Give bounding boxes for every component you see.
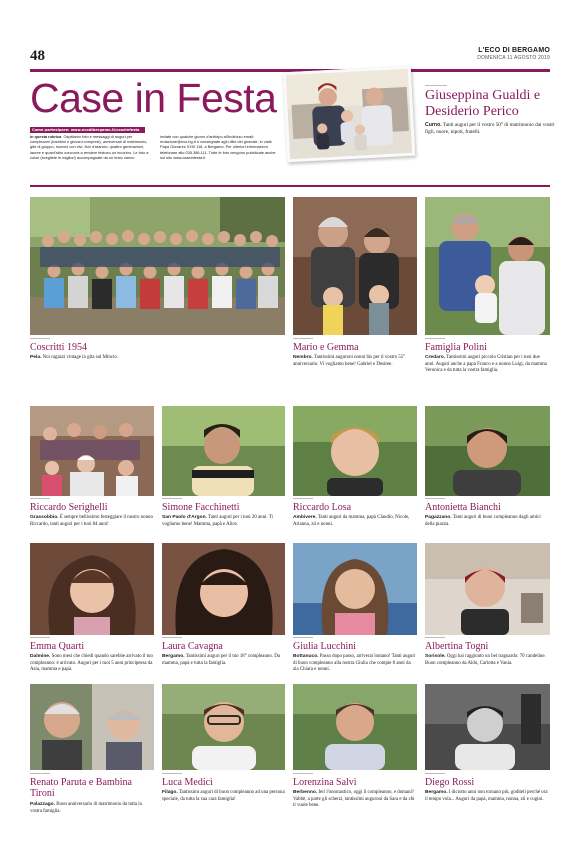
newspaper-name: L'ECO DI BERGAMO: [478, 47, 550, 54]
card-name-paruta-tironi: Renato Paruta e Bambina Tironi: [30, 777, 132, 799]
card-name-quarti: Emma Quarti: [30, 641, 85, 652]
card-text: Tantissimi auguri per il tuo 18° compleanno. Da mamma, papà e tutta la famiglia.: [162, 654, 280, 666]
photo-losa: [293, 406, 417, 496]
card-divider: [293, 773, 313, 774]
featured-photo: [283, 66, 416, 163]
card-divider: [425, 338, 445, 339]
card-town: Ambivere.: [293, 515, 317, 520]
card-town: Grassobbio.: [30, 515, 59, 520]
card-divider: [162, 637, 182, 638]
photo-famiglia-polini: [425, 197, 550, 335]
card-town: Bergamo.: [425, 790, 448, 795]
card-name-cavagna: Laura Cavagna: [162, 641, 223, 652]
issue-date: DOMENICA 11 AGOSTO 2019: [477, 55, 550, 61]
card-divider: [30, 773, 50, 774]
masthead: [477, 47, 550, 61]
card-text: Tantissimi auguri piccolo Cristian per i tuoi due anni. Auguri anche a papà Franco e a nonno Luigi, da mamma Veronica e da tutta la vostra famiglia.: [425, 355, 547, 374]
card-name-lucchini: Giulia Lucchini: [293, 641, 357, 652]
card-town: Sorisole.: [425, 654, 446, 659]
photo-serighelli: [30, 406, 154, 496]
card-text: Tantissimi auguri di buon compleanno ad una persona speciale, da tutta la sua cara famiglia!: [162, 790, 285, 802]
card-message-losa: [293, 515, 417, 528]
card-message-paruta-tironi: [30, 802, 154, 815]
photo-coscritti: [30, 197, 285, 335]
photo-togni: [425, 543, 550, 635]
card-message-togni: [425, 654, 550, 667]
card-text: Ieri l'onomastico, oggi il compleanno, e domani? Vabbè, a parte gli scherzi, tantissimi auguroni da Sara e da chi ti vuole bene.: [293, 790, 415, 809]
card-name-medici: Luca Medici: [162, 777, 213, 788]
card-name-salvi: Lorenzina Salvi: [293, 777, 357, 788]
intro-col-2: inviate con qualche giorno d'anticipo all'indirizzo email: redazione@eco.bg.it o consegnate agli uffici del giornale, in viale Papa Giovanni XXIII 118, a Bergamo. Per ulteriori informazioni telefonare allo 035.386.111. Tutte le foto vengono pubblicate anche sul sito www.caseinfesta.it: [160, 134, 276, 160]
card-town: Nembro.: [293, 355, 313, 360]
card-text: Oggi hai raggiunto un bel traguardo: 70 candeline. Buon compleanno da Aldo, Carlotta e Vania.: [425, 654, 546, 666]
card-divider: [30, 637, 50, 638]
photo-salvi: [293, 684, 417, 770]
photo-mario-gemma: [293, 197, 417, 335]
card-text: Noi ragazzi vintage in gita sul Mincio.: [41, 355, 119, 360]
photo-paruta-tironi: [30, 684, 154, 770]
photo-lucchini: [293, 543, 417, 635]
card-text: Tanti auguri per i tuoi 20 anni. Ti vogliamo bene! Mamma, papà e Alice.: [162, 515, 273, 527]
card-message-lucchini: [293, 654, 417, 674]
card-message-cavagna: [162, 654, 285, 667]
card-name-rossi: Diego Rossi: [425, 777, 475, 788]
participate-bar: Come partecipare: www.ecodibergamo.it/caseinfesta: [30, 127, 145, 133]
card-message-coscritti: [30, 355, 285, 362]
card-name-serighelli: Riccardo Serighelli: [30, 502, 108, 513]
card-message-facchinetti: [162, 515, 285, 528]
card-message-serighelli: [30, 515, 154, 528]
card-divider: [162, 773, 182, 774]
card-name-mario-gemma: Mario e Gemma: [293, 342, 359, 353]
page-number: 48: [30, 48, 45, 64]
card-message-medici: [162, 790, 285, 803]
intro-col-1: [30, 134, 152, 160]
photo-cavagna: [162, 543, 285, 635]
card-divider: [293, 498, 313, 499]
card-town: Palazzago.: [30, 802, 56, 807]
card-divider: [293, 637, 313, 638]
featured-text: Tanti auguri per il vostro 50° di matrimonio dai vostri figli, nuore, nipoti, fratelli.: [425, 122, 555, 135]
card-name-togni: Albertina Togni: [425, 641, 489, 652]
card-town: Pagazzano.: [425, 515, 452, 520]
card-town: Pela.: [30, 355, 42, 360]
photo-facchinetti: [162, 406, 285, 496]
card-divider: [425, 773, 445, 774]
card-name-coscritti: Coscritti 1954: [30, 342, 87, 353]
card-text: Sono mesi che chiedi quando sarebbe arrivato il tuo compleanno: è arrivato. Auguri per i tuoi 5 anni principessa da Asia, mamma e papà.: [30, 654, 153, 673]
intro-text-1: . Ospitiamo foto e messaggi di auguri per compleanni (bambini e giovani compresi), anniversari di matrimonio, gite di gruppo, riunioni con vivi, fiori d'arancio, quattro generazioni, lauree e quant'altro concorra a rendere festoso un incontro. Le foto a colori (scegliete le migliori) accompagnate da un testo vanno: [30, 134, 149, 160]
card-text: Tanti auguri da mamma, papà Claudio, Nicole, Arianna, zii e nonni.: [293, 515, 410, 527]
section-rule: [30, 185, 550, 187]
card-town: Berbenno.: [293, 790, 318, 795]
card-town: Dalmine.: [30, 654, 51, 659]
featured-town: Curno.: [425, 122, 442, 128]
card-town: Bottanuco.: [293, 654, 319, 659]
card-message-rossi: [425, 790, 550, 803]
card-text: È sempre bellissimo festeggiare il nostro nonno Riccardo, tanti auguri per i tuoi 84 anni!: [30, 515, 153, 527]
card-text: Tanti auguri di buon compleanno dagli amici della piazza.: [425, 515, 541, 527]
card-divider: [30, 338, 50, 339]
card-name-polini: Famiglia Polini: [425, 342, 487, 353]
featured-divider: [425, 85, 447, 86]
featured-name: Giuseppina Gualdi e Desiderio Perico: [425, 88, 541, 119]
card-divider: [293, 338, 313, 339]
card-name-losa: Riccardo Losa: [293, 502, 352, 513]
card-town: San Paolo d'Argon.: [162, 515, 207, 520]
card-text: Buon anniversario di matrimonio da tutta la vostra famiglia.: [30, 802, 142, 814]
card-message-polini: [425, 355, 550, 375]
photo-quarti: [30, 543, 154, 635]
card-text: Tantissimi auguroni nonni bis per il vostro 55° anniversario. Vi vogliamo bene! Gabriel e Desiree.: [293, 355, 406, 367]
card-message-salvi: [293, 790, 417, 810]
intro-lead: In questa rubrica: [30, 134, 62, 139]
card-text: I diciotto anni non tornano più, goditeli perché ora il tempo vola... Auguri da papà, mamma, nonna, zii e cugini.: [425, 790, 548, 802]
photo-rossi: [425, 684, 550, 770]
card-divider: [425, 498, 445, 499]
card-town: Bergamo.: [162, 654, 185, 659]
card-divider: [30, 498, 50, 499]
photo-bianchi: [425, 406, 550, 496]
card-divider: [162, 498, 182, 499]
card-text: Passo dopo passo, arriverai lontano! Tanti auguri di buon compleanno alla nostra Giulia che compie 8 anni da zia Chiara e nonni.: [293, 654, 416, 673]
card-name-facchinetti: Simone Facchinetti: [162, 502, 240, 513]
section-title: Case in Festa: [30, 75, 277, 121]
card-town: Filago.: [162, 790, 178, 795]
card-name-bianchi: Antonietta Bianchi: [425, 502, 501, 513]
card-message-mario-gemma: [293, 355, 417, 368]
card-town: Credaro.: [425, 355, 446, 360]
card-divider: [425, 637, 445, 638]
photo-medici: [162, 684, 285, 770]
card-message-bianchi: [425, 515, 550, 528]
card-message-quarti: [30, 654, 154, 674]
featured-message: [425, 122, 555, 136]
